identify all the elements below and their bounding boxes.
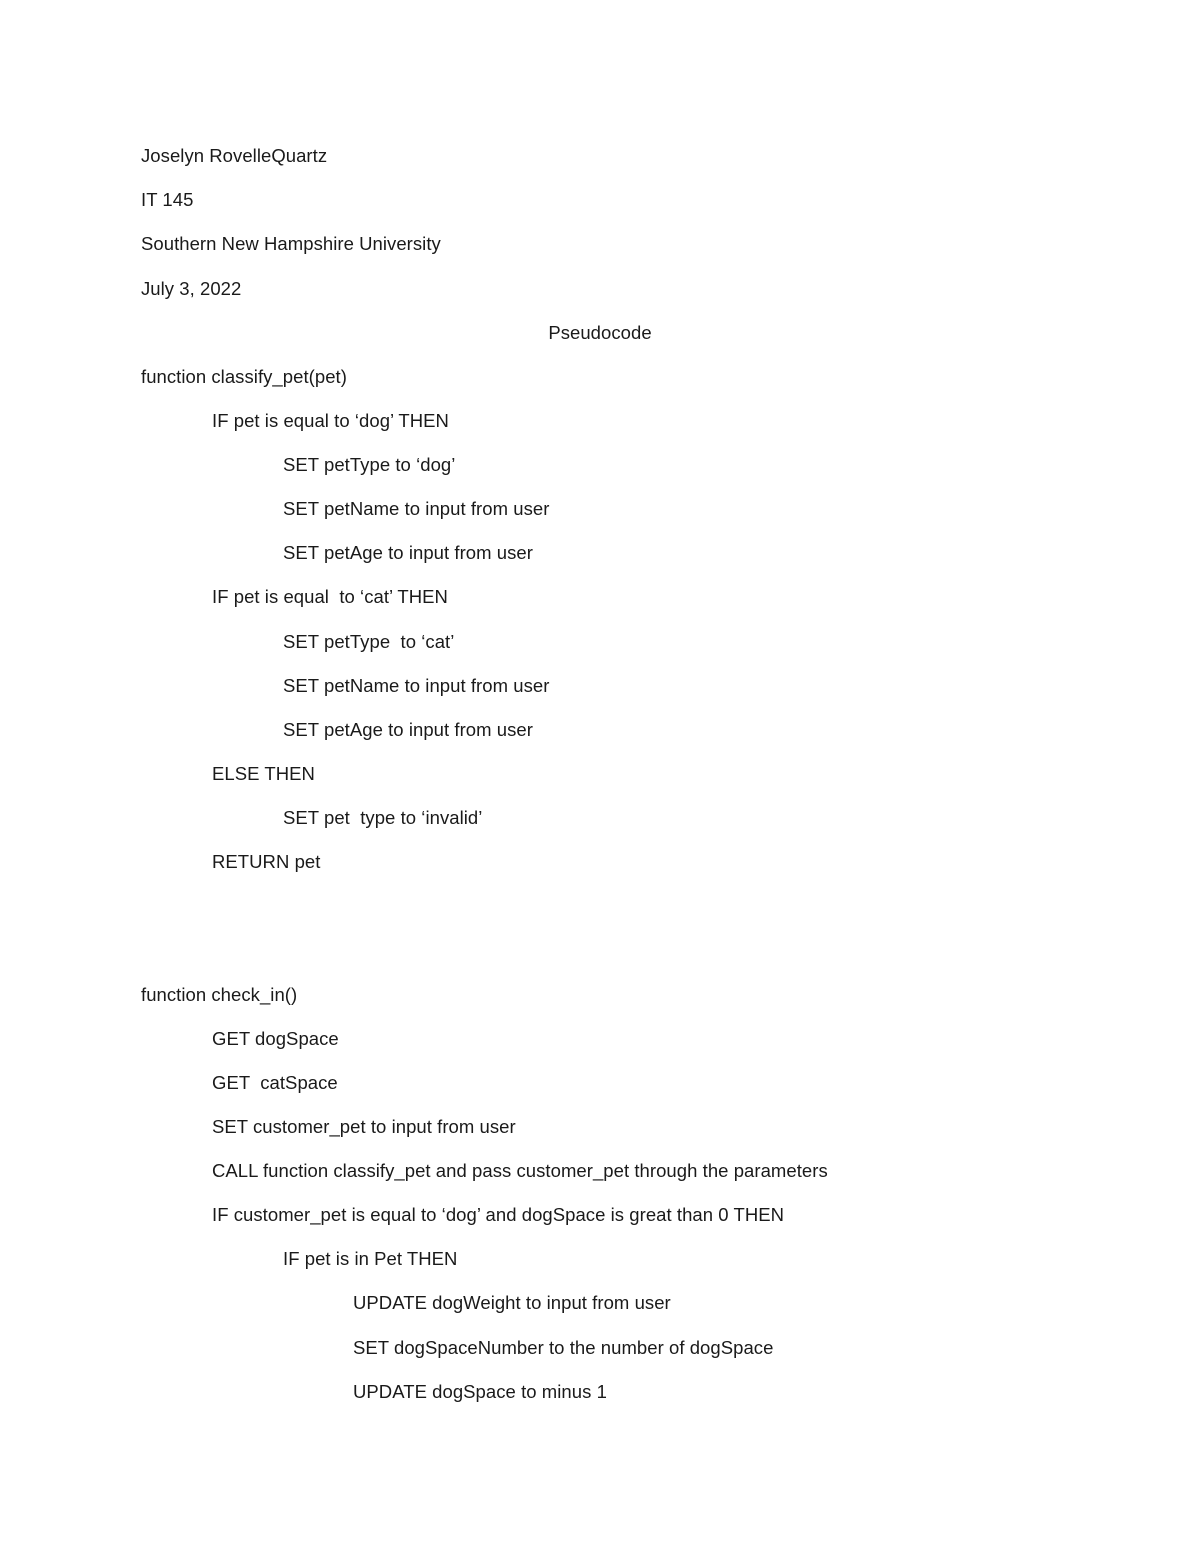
classify-pet-else-set: SET pet type to ‘invalid’ (283, 807, 483, 828)
check-in-get-cat-space: GET catSpace (212, 1072, 338, 1093)
check-in-call-classify: CALL function classify_pet and pass customer_pet through the parameters (212, 1160, 828, 1181)
classify-pet-cat-set-type: SET petType to ‘cat’ (283, 631, 455, 652)
document-date: July 3, 2022 (141, 278, 242, 299)
check-in-update-weight: UPDATE dogWeight to input from user (353, 1292, 671, 1313)
classify-pet-return: RETURN pet (212, 851, 321, 872)
check-in-update-space: UPDATE dogSpace to minus 1 (353, 1381, 607, 1402)
check-in-if-dog-space: IF customer_pet is equal to ‘dog’ and dogSpace is great than 0 THEN (212, 1204, 785, 1225)
document-title: Pseudocode (548, 322, 652, 343)
classify-pet-if-dog: IF pet is equal to ‘dog’ THEN (212, 410, 449, 431)
classify-pet-else: ELSE THEN (212, 763, 315, 784)
check-in-get-dog-space: GET dogSpace (212, 1028, 339, 1049)
classify-pet-dog-set-type: SET petType to ‘dog’ (283, 454, 456, 475)
classify-pet-dog-set-name: SET petName to input from user (283, 498, 550, 519)
classify-pet-signature: function classify_pet(pet) (141, 366, 347, 387)
check-in-signature: function check_in() (141, 984, 298, 1005)
check-in-if-pet-in: IF pet is in Pet THEN (283, 1248, 458, 1269)
course-code: IT 145 (141, 189, 194, 210)
classify-pet-cat-set-name: SET petName to input from user (283, 675, 550, 696)
author-name: Joselyn RovelleQuartz (141, 145, 328, 166)
classify-pet-dog-set-age: SET petAge to input from user (283, 542, 533, 563)
classify-pet-if-cat: IF pet is equal to ‘cat’ THEN (212, 586, 448, 607)
institution-name: Southern New Hampshire University (141, 233, 441, 254)
check-in-set-space-number: SET dogSpaceNumber to the number of dogSpace (353, 1337, 774, 1358)
check-in-set-customer-pet: SET customer_pet to input from user (212, 1116, 516, 1137)
classify-pet-cat-set-age: SET petAge to input from user (283, 719, 533, 740)
